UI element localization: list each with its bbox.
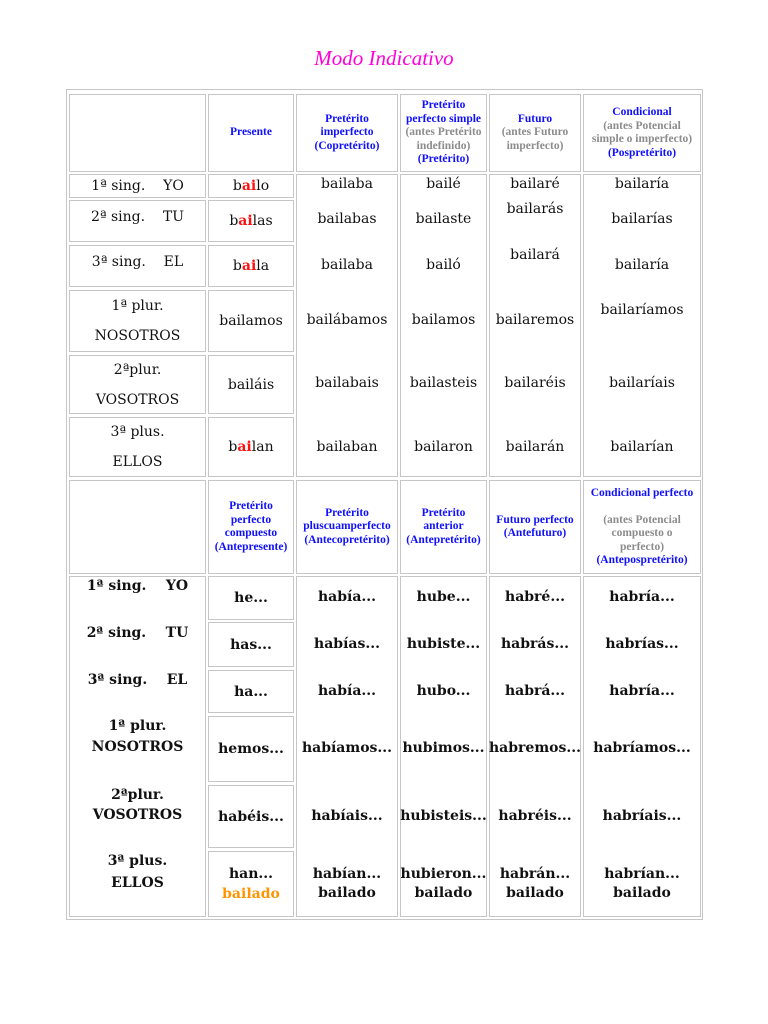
compound-tense-header-line: (Antepretérito): [406, 533, 481, 546]
presente-cell: [208, 200, 294, 242]
simple-tense-header-line: Futuro: [517, 112, 553, 125]
simple-tense-header-line: Condicional: [612, 106, 672, 118]
compound-person-pronoun: ELLOS: [111, 875, 164, 891]
simple-tense-header-line: (Pretérito): [417, 153, 470, 166]
verb-ending: lan: [251, 439, 274, 455]
antepreterito-form: hube...: [416, 589, 471, 605]
compound-tense-header: [208, 480, 294, 574]
simple-tense-header-note: (antes Potencial: [603, 119, 681, 132]
verb-ending: las: [252, 213, 273, 229]
aux-form: habéis...: [218, 808, 284, 825]
futuro-form: bailaremos: [495, 312, 575, 328]
simple-tense-header-line: Presente: [230, 126, 272, 139]
presente-cell: [208, 355, 294, 414]
imperfecto-form: bailabais: [315, 375, 379, 391]
verb-form: bailáis: [227, 376, 275, 393]
perfecto-simple-form: bailasteis: [409, 375, 478, 391]
compound-tense-header: [583, 480, 701, 574]
simple-tense-header-note: (antes Futuro: [501, 126, 569, 139]
verb-stem-highlight: ai: [238, 213, 253, 229]
antecopreterito-form: había...: [317, 683, 377, 699]
antepreterito-form: hubisteis...: [400, 808, 487, 824]
verb-form: bailamos: [219, 313, 283, 329]
simple-tense-header-line: perfecto simple: [405, 112, 482, 125]
antepresente-cell: [208, 576, 294, 620]
compound-person-number: 2ªplur.: [111, 787, 164, 803]
person-label: [69, 200, 206, 242]
compound-tense-header-line: Futuro perfecto: [496, 513, 574, 526]
verb-ending: lo: [256, 178, 270, 194]
futuro-form: bailarán: [505, 439, 565, 455]
header-blank: [69, 94, 206, 172]
person-label-text: 1ª sing. YO: [91, 178, 184, 194]
compound-tense-header-line: compuesto: [224, 527, 278, 539]
aux-form: ha...: [234, 683, 268, 700]
antecopreterito-form: habíais...: [311, 808, 383, 824]
compound-person-number: 1ª plur.: [108, 718, 167, 734]
compound-person-label: 2ª sing. TU: [86, 625, 189, 641]
compound-tense-header-line: perfecto: [230, 513, 272, 526]
compound-header-blank: [69, 480, 206, 574]
compound-tense-header-line: (Antefuturo): [503, 527, 567, 539]
imperfecto-form: bailábamos: [306, 312, 388, 328]
compound-tense-header-line: (Antecopretérito): [304, 533, 390, 546]
compound-tense-header-line: pluscuamperfecto: [303, 520, 391, 533]
simple-tense-header: [489, 94, 581, 172]
simple-tense-header-line: Pretérito: [325, 112, 369, 125]
futuro-form: bailarás: [506, 201, 564, 217]
participle: bailado: [318, 885, 376, 901]
simple-tense-header-note: (antes Pretérito: [405, 126, 482, 139]
compound-tense-header-note: (antes Potencial: [603, 513, 681, 526]
antepreterito-form: hubimos...: [402, 740, 485, 756]
antepospreterito-form: habrías...: [605, 636, 679, 652]
antefuturo-form: habréis...: [498, 808, 572, 824]
antepresente-cell: [208, 622, 294, 667]
verb-form: b: [232, 178, 242, 194]
antefuturo-form: habrán...: [499, 866, 571, 882]
compound-person-label: 1ª sing. YO: [86, 578, 189, 594]
person-pronoun: ELLOS: [112, 454, 163, 470]
participle: bailado: [222, 886, 280, 902]
simple-tense-header: [208, 94, 294, 172]
compound-tense-header-note: [641, 500, 644, 514]
simple-tense-header-line: (Pospretérito): [607, 146, 677, 159]
compound-tense-header: [296, 480, 398, 574]
aux-form: has...: [230, 636, 272, 653]
simple-tense-header-line: (Copretérito): [314, 139, 380, 152]
antecopreterito-form: había...: [317, 589, 377, 605]
simple-tense-header: [296, 94, 398, 172]
antepospreterito-form: habrían...: [604, 866, 680, 882]
person-number: 1ª plur.: [111, 298, 164, 314]
simple-tense-header: [400, 94, 487, 172]
participle: bailado: [414, 885, 473, 901]
compound-tense-header-line: Pretérito: [229, 500, 273, 512]
imperfecto-form: bailaba: [321, 176, 373, 192]
antefuturo-form: habrás...: [501, 636, 569, 652]
simple-tense-header-note: indefinido): [416, 139, 471, 152]
condicional-form: bailarías: [611, 211, 673, 227]
antepospreterito-form: habríamos...: [593, 740, 691, 756]
person-number: 2ªplur.: [113, 361, 162, 378]
aux-form: hemos...: [218, 741, 284, 757]
compound-tense-header-line: Pretérito: [421, 506, 466, 519]
antepospreterito-form: habríais...: [602, 808, 682, 824]
aux-form: han...: [228, 866, 274, 882]
person-label: [69, 174, 206, 198]
compound-tense-header-line: Pretérito: [325, 506, 369, 519]
perfecto-simple-form: bailaron: [414, 439, 473, 455]
compound-tense-header-line: Condicional perfecto: [590, 486, 694, 499]
compound-person-pronoun: NOSOTROS: [91, 739, 184, 755]
verb-stem-highlight: ai: [241, 178, 257, 194]
antecopreterito-form: habías...: [314, 636, 380, 652]
compound-person-pronoun: VOSOTROS: [92, 807, 183, 823]
verb-form: b: [228, 439, 238, 455]
compound-tense-header: [489, 480, 581, 574]
person-label-text: 3ª sing. EL: [91, 254, 184, 270]
person-pronoun: VOSOTROS: [95, 391, 180, 408]
imperfecto-form: bailaban: [316, 439, 378, 455]
participle: bailado: [506, 885, 564, 901]
antefuturo-form: habré...: [505, 589, 565, 605]
perfecto-simple-form: bailé: [426, 176, 461, 192]
verb-stem-highlight: ai: [241, 258, 257, 274]
person-label: [69, 245, 206, 287]
antecopreterito-form: habíamos...: [301, 740, 393, 756]
condicional-form: bailaríais: [609, 375, 675, 391]
simple-tense-header-line: imperfecto: [320, 126, 374, 139]
antepresente-cell: [208, 851, 294, 917]
presente-cell: [208, 290, 294, 352]
compound-tense-header-line: anterior: [423, 520, 464, 533]
simple-tense-header: [583, 94, 701, 172]
perfecto-simple-form: bailó: [426, 257, 461, 273]
antecopreterito-form: habían...: [312, 866, 382, 882]
compound-tense-header-note: perfecto): [619, 540, 665, 553]
antepresente-cell: [208, 716, 294, 782]
condicional-form: bailaría: [614, 176, 670, 192]
verb-form: b: [232, 258, 242, 274]
futuro-form: bailará: [510, 247, 560, 263]
antepospreterito-form: habría...: [609, 589, 675, 605]
antefuturo-form: habremos...: [489, 740, 581, 756]
page-title: Modo Indicativo: [314, 46, 454, 70]
antepresente-cell: [208, 785, 294, 848]
compound-tense-header: [400, 480, 487, 574]
perfecto-simple-form: bailaste: [415, 211, 472, 227]
compound-tense-header-note: compuesto o: [611, 527, 673, 539]
futuro-form: bailaréis: [504, 375, 566, 391]
antepospreterito-form: habría...: [609, 683, 675, 699]
compound-tense-header-line: (Antepospretérito): [596, 554, 688, 566]
person-label: [69, 355, 206, 414]
futuro-form: bailaré: [510, 176, 560, 192]
verb-form: b: [229, 213, 239, 229]
compound-person-label: 3ª sing. EL: [87, 672, 188, 688]
verb-ending: la: [256, 258, 270, 274]
antepreterito-form: hubiste...: [406, 636, 481, 652]
presente-cell: [208, 174, 294, 198]
person-pronoun: NOSOTROS: [94, 328, 181, 344]
imperfecto-form: bailabas: [317, 211, 377, 227]
verb-stem-highlight: ai: [237, 439, 252, 455]
antepreterito-form: hubo...: [416, 683, 471, 699]
person-label: [69, 417, 206, 477]
antefuturo-form: habrá...: [504, 683, 566, 699]
condicional-form: bailaría: [614, 257, 670, 273]
participle: bailado: [613, 885, 671, 901]
condicional-form: bailaríamos: [600, 302, 684, 318]
compound-person-number: 3ª plus.: [107, 853, 168, 869]
simple-tense-header-line: Pretérito: [421, 99, 466, 112]
perfecto-simple-form: bailamos: [411, 312, 476, 328]
condicional-form: bailarían: [610, 439, 674, 455]
person-label: [69, 290, 206, 352]
person-label-text: 2ª sing. TU: [90, 209, 185, 225]
presente-cell: [208, 417, 294, 477]
compound-tense-header-line: (Antepresente): [214, 540, 288, 553]
aux-form: he...: [234, 590, 268, 606]
simple-tense-header-note: simple o imperfecto): [591, 133, 693, 145]
antepreterito-form: hubieron...: [400, 866, 487, 882]
simple-tense-header-note: imperfecto): [506, 139, 564, 152]
person-number: 3ª plus.: [110, 424, 165, 440]
antepresente-cell: [208, 670, 294, 713]
imperfecto-form: bailaba: [321, 257, 373, 273]
presente-cell: [208, 245, 294, 287]
